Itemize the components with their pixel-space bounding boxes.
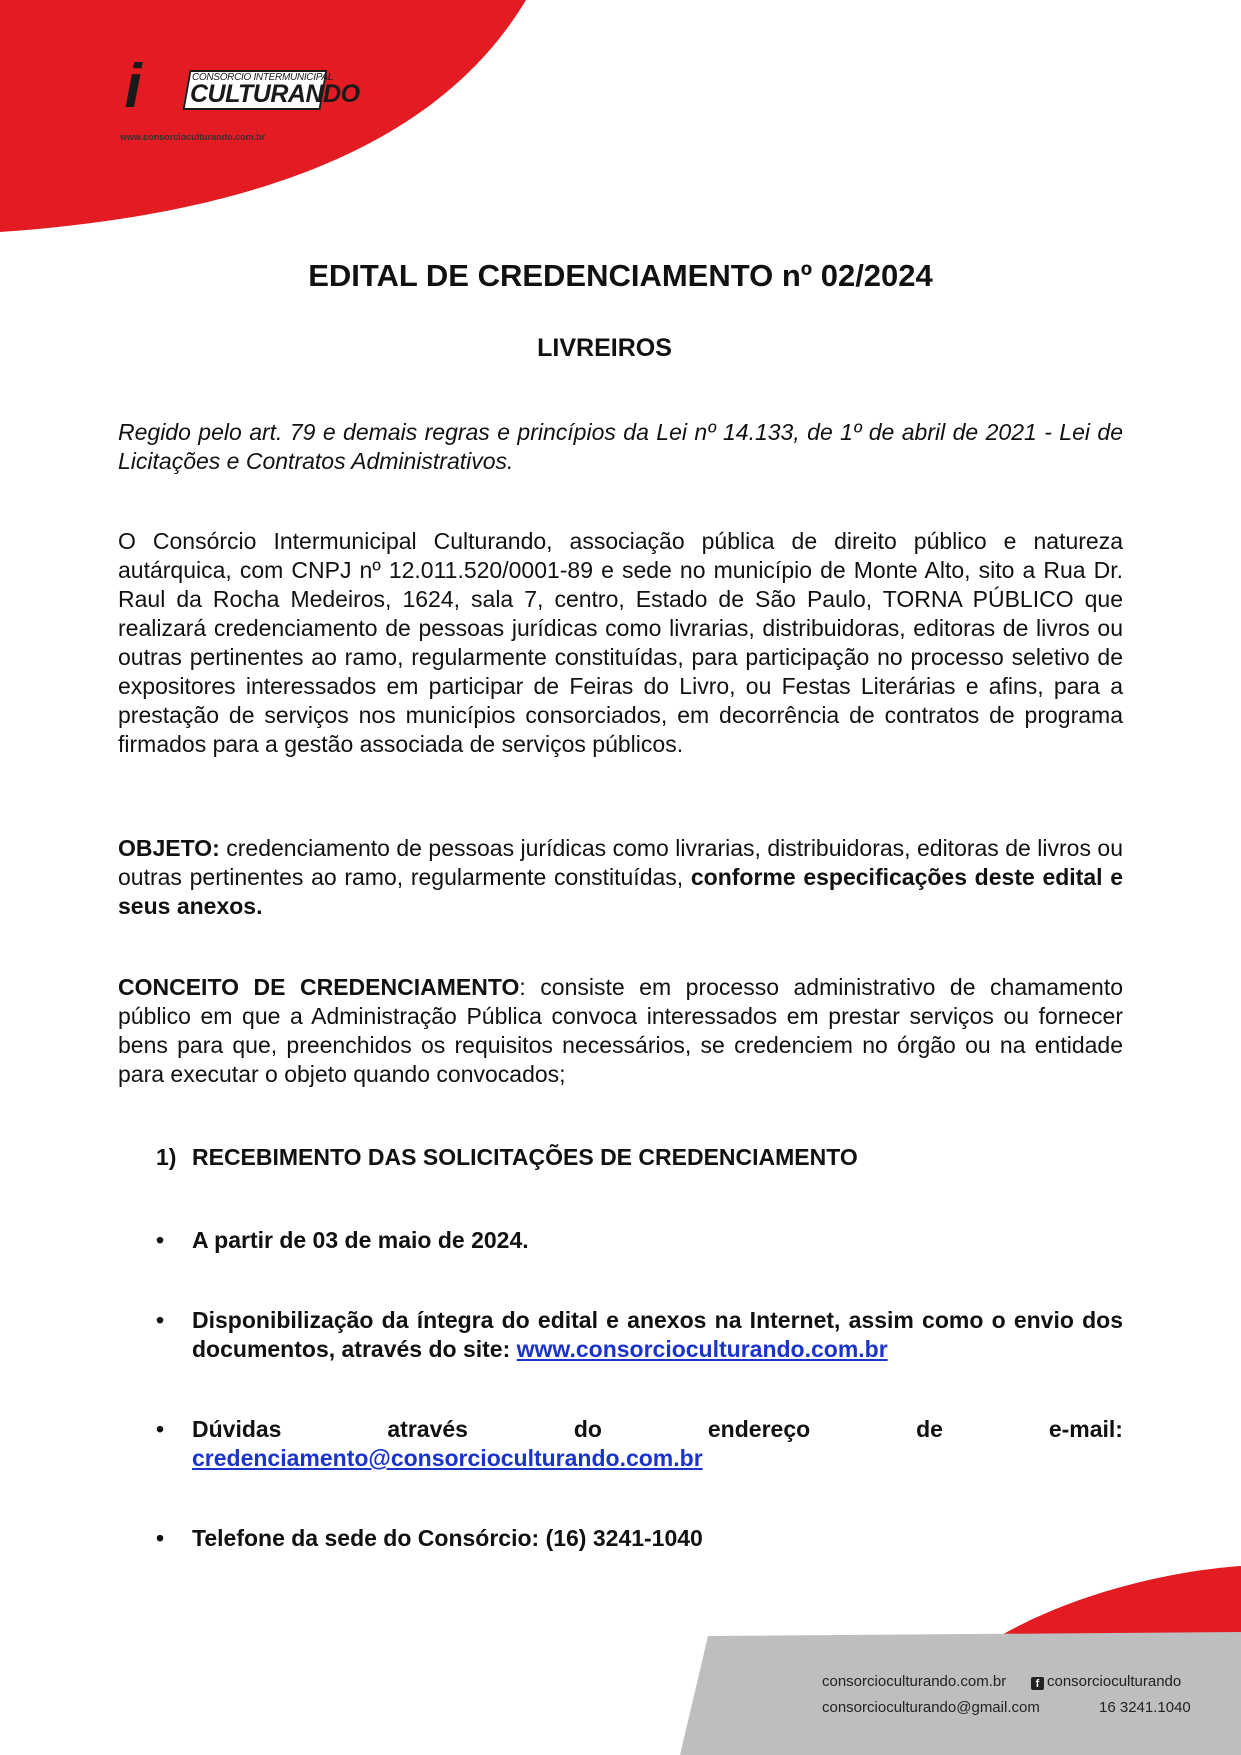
- objeto-bold-end: conforme especificações deste edital e seus anexos.: [118, 864, 1123, 919]
- consorcio-logo: [96, 52, 360, 148]
- logo-url: www.consorcioculturando.com.br: [120, 132, 266, 142]
- bullet-icon: •: [156, 1307, 165, 1333]
- footer-phone: 16 3241.1040: [1099, 1699, 1191, 1716]
- footer-red-swoosh: [1000, 1566, 1241, 1636]
- bullet-site-text: Disponibilização da íntegra do edital e anexos na Internet, assim como o envio dos documentos, através do site:: [192, 1307, 1123, 1362]
- objeto-label: OBJETO:: [118, 835, 220, 861]
- facebook-icon: f: [1031, 1677, 1044, 1690]
- logo-subtitle: CONSÓRCIO INTERMUNICIPAL: [192, 72, 333, 83]
- logo-name: CULTURANDO: [190, 80, 360, 108]
- footer-site: consorcioculturando.com.br: [822, 1673, 1007, 1690]
- doubts-word: de: [916, 1416, 943, 1442]
- doubts-line: [192, 1415, 1123, 1444]
- doubts-word: e-mail:: [1048, 1416, 1123, 1442]
- bullet-icon: •: [156, 1416, 165, 1442]
- section-heading: [156, 1144, 858, 1171]
- logo-cic-mark: cic: [96, 52, 165, 121]
- bullet-icon: •: [156, 1525, 165, 1551]
- site-link[interactable]: www.consorcioculturando.com.br: [516, 1336, 888, 1362]
- bullet-text: [192, 1415, 1123, 1473]
- document-subtitle: LIVREIROS: [537, 334, 672, 362]
- email-link[interactable]: credenciamento@consorcioculturando.com.br: [192, 1445, 703, 1471]
- footer-facebook: [1031, 1673, 1181, 1690]
- doubts-word: através: [387, 1416, 468, 1442]
- main-paragraph: O Consórcio Intermunicipal Culturando, associação pública de direito público e natureza autárquica, com CNPJ nº 12.011.520/0001-89 e sede no município de Monte Alto, sito a Rua Dr. Raul da Rocha Medeiros, 1624, sala 7, centro, Estado de São Paulo, TORNA PÚBLICO que realizará credenciamento de pessoas jurídicas como livrarias, distribuidoras, editoras de livros ou outras pertinentes ao ramo, regularmente constituídas, para participação no processo seletivo de expositores interessados em participar de Feiras do Livro, ou Festas Literárias e afins, para a prestação de serviços nos municípios consorciados, em decorrência de contratos de programa firmados para a gestão associada de serviços públicos.: [118, 528, 1123, 757]
- conceito-paragraph: [118, 973, 1123, 1089]
- bullet-text: [192, 1306, 1123, 1364]
- objeto-text: credenciamento de pessoas jurídicas como livrarias, distribuidoras, editoras de livros ou outras pertinentes ao ramo, regularmente constituídas,: [118, 835, 1123, 890]
- conceito-label: CONCEITO DE CREDENCIAMENTO: [118, 974, 520, 1000]
- objeto-paragraph: [118, 834, 1123, 921]
- doubts-word: Dúvidas: [192, 1416, 282, 1442]
- intro-paragraph: Regido pelo art. 79 e demais regras e princípios da Lei nº 14.133, de 1º de abril de 2021 - Lei de Licitações e Contratos Administrativos.: [118, 419, 1123, 474]
- section-title: RECEBIMENTO DAS SOLICITAÇÕES DE CREDENCIAMENTO: [192, 1144, 858, 1170]
- bullet-icon: •: [156, 1227, 165, 1253]
- section-number: 1): [156, 1144, 177, 1170]
- document-title: EDITAL DE CREDENCIAMENTO nº 02/2024: [308, 258, 933, 293]
- bullet-text: Telefone da sede do Consórcio: (16) 3241-1040: [192, 1525, 703, 1551]
- footer-email: consorcioculturando@gmail.com: [822, 1699, 1040, 1716]
- conceito-text: : consiste em processo administrativo de chamamento público em que a Administração Pública convoca interessados em prestar serviços ou fornecer bens para que, preenchidos os requisitos necessários, se credenciem no órgão ou na entidade para executar o objeto quando convocados;: [118, 974, 1123, 1087]
- bullet-text: A partir de 03 de maio de 2024.: [192, 1227, 529, 1253]
- doubts-word: do: [573, 1416, 602, 1442]
- footer-gray-band: [680, 1632, 1241, 1755]
- doubts-word: endereço: [707, 1416, 811, 1442]
- footer-facebook-handle: consorcioculturando: [1047, 1673, 1182, 1690]
